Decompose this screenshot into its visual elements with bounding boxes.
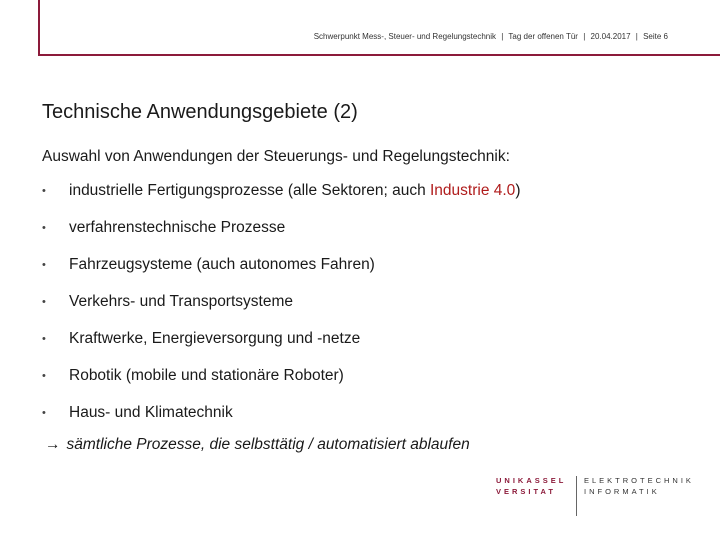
list-item-label: industrielle Fertigungsprozesse (alle Sektoren; auch [69,182,430,199]
logo-faculty-line2: INFORMATIK [584,487,660,496]
logo-faculty-line1: ELEKTROTECHNIK [584,476,694,485]
list-item-text: verfahrenstechnische Prozesse [69,219,286,236]
bullet-icon: • [42,407,46,419]
list-item-suffix: ) [515,182,521,199]
slide-title: Technische Anwendungsgebiete (2) [42,101,358,123]
list-item-text: Fahrzeugsysteme (auch autonomes Fahren) [69,256,375,273]
frame-vertical-line [38,0,40,56]
list-item-text: Haus- und Klimatechnik [69,404,233,421]
header-date: 20.04.2017 [590,32,631,41]
conclusion-text: sämtliche Prozesse, die selbsttätig / automatisiert ablaufen [66,436,470,453]
header-topic: Schwerpunkt Mess-, Steuer- und Regelungstechnik [313,32,497,41]
list-item-text: Verkehrs- und Transportsysteme [69,293,293,310]
conclusion [45,436,470,454]
bullet-icon: • [42,185,46,197]
highlight-text: Industrie 4.0 [430,182,516,199]
bullet-icon: • [42,370,46,382]
header-separator: | [635,32,638,41]
logo-university-line1: UNIKASSEL [496,476,567,485]
header-separator: | [583,32,586,41]
arrow-right-icon: → [45,436,61,453]
slide-header [314,32,668,41]
bullet-icon: • [42,259,46,271]
bullet-icon: • [42,222,46,234]
logo-divider [576,476,577,516]
list-item-text [69,178,520,204]
header-event: Tag der offenen Tür [508,32,578,41]
frame-horizontal-line [38,54,720,56]
header-separator: | [501,32,504,41]
list-item-text: Kraftwerke, Energieversorgung und -netze [69,330,361,347]
intro-text: Auswahl von Anwendungen der Steuerungs- und Regelungstechnik: [42,148,510,165]
page-number: Seite 6 [643,32,668,41]
bullet-icon: • [42,333,46,345]
bullet-icon: • [42,296,46,308]
logo-university-line2: VERSITAT [496,487,556,496]
university-logo [496,476,696,520]
list-item-text: Robotik (mobile und stationäre Roboter) [69,367,344,384]
